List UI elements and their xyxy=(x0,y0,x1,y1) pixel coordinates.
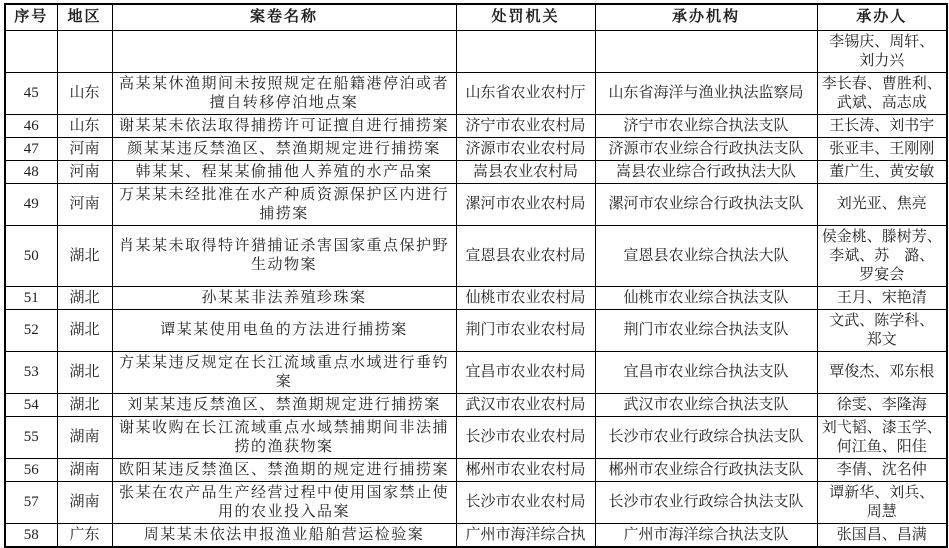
cell-punish-org: 武汉市农业农村局 xyxy=(456,394,595,417)
cell-region: 湖北 xyxy=(57,352,112,394)
cell-handlers xyxy=(817,226,947,287)
handler-name: 谭新华、 xyxy=(829,484,890,501)
cell-handling-org xyxy=(595,31,817,73)
table-row xyxy=(5,31,947,73)
cell-punish-org: 仙桃市农业农村局 xyxy=(456,287,595,310)
cell-case-name: 谭某某使用电鱼的方法进行捕捞案 xyxy=(112,310,456,352)
column-header-case-name: 案卷名称 xyxy=(112,4,456,31)
cell-punish-org: 济宁市农业农村局 xyxy=(456,115,595,138)
column-header-index: 序号 xyxy=(5,4,57,31)
cell-region xyxy=(57,31,112,73)
cell-handlers xyxy=(817,184,947,226)
cell-punish-org: 荆门市农业农村局 xyxy=(456,310,595,352)
cell-punish-org: 宣恩县农业农村局 xyxy=(456,226,595,287)
cell-handling-org: 嵩县农业综合行政执法大队 xyxy=(595,161,817,184)
cell-handling-org: 济源市农业综合行政执法支队 xyxy=(595,138,817,161)
cell-handling-org: 宜昌市农业综合执法支队 xyxy=(595,352,817,394)
handler-name: 王刚刚 xyxy=(889,140,935,157)
handler-name: 罗宴会 xyxy=(859,266,905,283)
cell-region: 河南 xyxy=(57,138,112,161)
table-row xyxy=(5,310,947,352)
handler-name: 文武、 xyxy=(829,312,875,329)
cell-index: 58 xyxy=(5,524,57,548)
cell-case-name: 万某某未经批准在水产种质资源保护区内进行捕捞案 xyxy=(112,184,456,226)
cell-case-name xyxy=(112,31,456,73)
cell-handlers xyxy=(817,161,947,184)
handler-name: 董广生、 xyxy=(829,163,890,180)
cell-index: 54 xyxy=(5,394,57,417)
handler-name: 黄安敏 xyxy=(889,163,935,180)
handler-name: 侯金桃、 xyxy=(821,228,882,245)
table-row xyxy=(5,161,947,184)
cell-case-name: 周某某未依法申报渔业船舶营运检验案 xyxy=(112,524,456,548)
table-row xyxy=(5,115,947,138)
cell-punish-org: 山东省农业农村厅 xyxy=(456,73,595,115)
cell-case-name: 肖某某未取得特许猎捕证杀害国家重点保护野生动物案 xyxy=(112,226,456,287)
handler-name: 漆玉学、 xyxy=(881,419,942,436)
table-row xyxy=(5,482,947,524)
cell-handlers xyxy=(817,524,947,548)
column-header-region: 地区 xyxy=(57,4,112,31)
handler-name: 李长春、 xyxy=(821,75,882,92)
cell-index: 46 xyxy=(5,115,57,138)
cell-handlers xyxy=(817,73,947,115)
cell-index: 49 xyxy=(5,184,57,226)
cell-case-name: 方某某违反规定在长江流域重点水域进行垂钓案 xyxy=(112,352,456,394)
cell-handlers xyxy=(817,115,947,138)
handler-name: 武斌、 xyxy=(836,94,882,111)
cell-handlers xyxy=(817,31,947,73)
cell-handlers xyxy=(817,482,947,524)
cell-region: 湖北 xyxy=(57,310,112,352)
handler-name: 李隆海 xyxy=(881,396,927,413)
cell-index: 47 xyxy=(5,138,57,161)
handler-name: 李锡庆、 xyxy=(829,33,890,50)
cell-case-name: 高某某休渔期间未按照规定在船籍港停泊或者擅自转移停泊地点案 xyxy=(112,73,456,115)
cell-index xyxy=(5,31,57,73)
cell-case-name: 刘某某违反禁渔区、禁渔期规定进行捕捞案 xyxy=(112,394,456,417)
cell-punish-org: 嵩县农业农村局 xyxy=(456,161,595,184)
handler-name: 李倩、 xyxy=(836,461,882,478)
cell-index: 55 xyxy=(5,417,57,459)
cell-handlers xyxy=(817,138,947,161)
cell-punish-org: 郴州市农业农村局 xyxy=(456,459,595,482)
cell-case-name: 谢某收购在长江流域重点水域禁捕期间非法捕捞的渔获物案 xyxy=(112,417,456,459)
handler-name: 滕树芳、 xyxy=(881,228,942,245)
cell-punish-org: 漯河市农业农村局 xyxy=(456,184,595,226)
cell-handling-org: 山东省海洋与渔业执法监察局 xyxy=(595,73,817,115)
handler-name: 刘弋韬、 xyxy=(821,419,882,436)
column-header-handlers: 承办人 xyxy=(817,4,947,31)
table-row xyxy=(5,459,947,482)
handler-name: 陈学科、 xyxy=(874,312,935,329)
table-header-row xyxy=(5,4,947,31)
table-row xyxy=(5,524,947,548)
cell-region: 山东 xyxy=(57,115,112,138)
handler-name: 覃俊杰、 xyxy=(829,364,890,380)
handler-name: 李斌、 xyxy=(829,247,875,264)
handler-name: 刘兵、 xyxy=(889,484,935,501)
cell-punish-org: 广州市海洋综合执 xyxy=(456,524,595,548)
cell-region: 湖北 xyxy=(57,287,112,310)
handler-name: 王长涛、 xyxy=(829,117,890,134)
handler-name: 邓东根 xyxy=(889,364,935,380)
cell-handling-org: 武汉市农业综合执法支队 xyxy=(595,394,817,417)
handler-name: 周轩、 xyxy=(889,33,935,50)
cell-case-name: 张某在农产品生产经营过程中使用国家禁止使用的农业投入品案 xyxy=(112,482,456,524)
cell-handling-org: 济宁市农业综合执法支队 xyxy=(595,115,817,138)
cell-index: 56 xyxy=(5,459,57,482)
handler-name: 高志成 xyxy=(881,94,927,111)
cell-punish-org: 济源市农业农村局 xyxy=(456,138,595,161)
handler-name: 王月、 xyxy=(836,289,882,306)
cell-handling-org: 郴州市农业综合行政执法支队 xyxy=(595,459,817,482)
handler-name: 阳佳 xyxy=(896,438,927,455)
table-row xyxy=(5,226,947,287)
column-header-handling-org: 承办机构 xyxy=(595,4,817,31)
table-row xyxy=(5,352,947,394)
cell-handlers xyxy=(817,352,947,394)
cell-case-name: 颜某某违反禁渔区、禁渔期规定进行捕捞案 xyxy=(112,138,456,161)
cell-handling-org: 长沙市农业行政综合执法支队 xyxy=(595,417,817,459)
handler-name: 刘力兴 xyxy=(859,52,905,69)
cell-index: 48 xyxy=(5,161,57,184)
cell-handlers xyxy=(817,394,947,417)
table-row xyxy=(5,287,947,310)
handler-name: 张亚丰、 xyxy=(829,140,890,157)
handler-name: 苏 潞、 xyxy=(874,247,935,264)
table-row xyxy=(5,417,947,459)
cell-handling-org: 仙桃市农业综合执法支队 xyxy=(595,287,817,310)
cell-region: 湖南 xyxy=(57,482,112,524)
cell-index: 51 xyxy=(5,287,57,310)
cell-index: 50 xyxy=(5,226,57,287)
handler-name: 周慧 xyxy=(866,503,897,520)
handler-name: 宋艳清 xyxy=(881,289,927,306)
cell-handling-org: 漯河市农业综合行政执法支队 xyxy=(595,184,817,226)
cell-region: 湖北 xyxy=(57,394,112,417)
cell-region: 湖北 xyxy=(57,226,112,287)
cell-handling-org: 长沙市农业行政综合执法支队 xyxy=(595,482,817,524)
handler-name: 昌满 xyxy=(896,526,927,543)
cell-region: 广东 xyxy=(57,524,112,548)
cell-region: 山东 xyxy=(57,73,112,115)
handler-name: 刘光亚、 xyxy=(836,196,897,212)
cell-region: 湖南 xyxy=(57,459,112,482)
handler-name: 徐雯、 xyxy=(836,396,882,413)
table-row xyxy=(5,184,947,226)
handler-name: 曹胜利、 xyxy=(881,75,942,92)
handler-name: 焦亮 xyxy=(896,196,927,212)
table-body xyxy=(5,31,947,548)
cell-index: 57 xyxy=(5,482,57,524)
cell-handling-org: 荆门市农业综合执法支队 xyxy=(595,310,817,352)
cell-handlers xyxy=(817,417,947,459)
cell-punish-org: 宜昌市农业农村局 xyxy=(456,352,595,394)
table-row xyxy=(5,73,947,115)
cell-handlers xyxy=(817,459,947,482)
handler-name: 郑文 xyxy=(866,331,897,348)
cell-punish-org: 长沙市农业农村局 xyxy=(456,482,595,524)
cell-handling-org: 广州市海洋综合执法支队 xyxy=(595,524,817,548)
cell-case-name: 欧阳某违反禁渔区、禁渔期的规定进行捕捞案 xyxy=(112,459,456,482)
handler-name: 刘书宇 xyxy=(889,117,935,134)
cell-index: 52 xyxy=(5,310,57,352)
handler-name: 张国昌、 xyxy=(836,526,897,543)
case-table xyxy=(4,3,948,548)
cell-case-name: 韩某某、程某某偷捕他人养殖的水产品案 xyxy=(112,161,456,184)
cell-index: 53 xyxy=(5,352,57,394)
cell-region: 河南 xyxy=(57,161,112,184)
cell-handlers xyxy=(817,310,947,352)
cell-punish-org: 长沙市农业农村局 xyxy=(456,417,595,459)
cell-region: 河南 xyxy=(57,184,112,226)
cell-region: 湖南 xyxy=(57,417,112,459)
cell-case-name: 孙某某非法养殖珍珠案 xyxy=(112,287,456,310)
table-row xyxy=(5,138,947,161)
column-header-punish-org: 处罚机关 xyxy=(456,4,595,31)
cell-handlers xyxy=(817,287,947,310)
cell-punish-org xyxy=(456,31,595,73)
handler-name: 何江鱼、 xyxy=(836,438,897,455)
handler-name: 沈名仲 xyxy=(881,461,927,478)
table-row xyxy=(5,394,947,417)
cell-index: 45 xyxy=(5,73,57,115)
cell-handling-org: 宣恩县农业综合执法大队 xyxy=(595,226,817,287)
cell-case-name: 谢某某未依法取得捕捞许可证擅自进行捕捞案 xyxy=(112,115,456,138)
